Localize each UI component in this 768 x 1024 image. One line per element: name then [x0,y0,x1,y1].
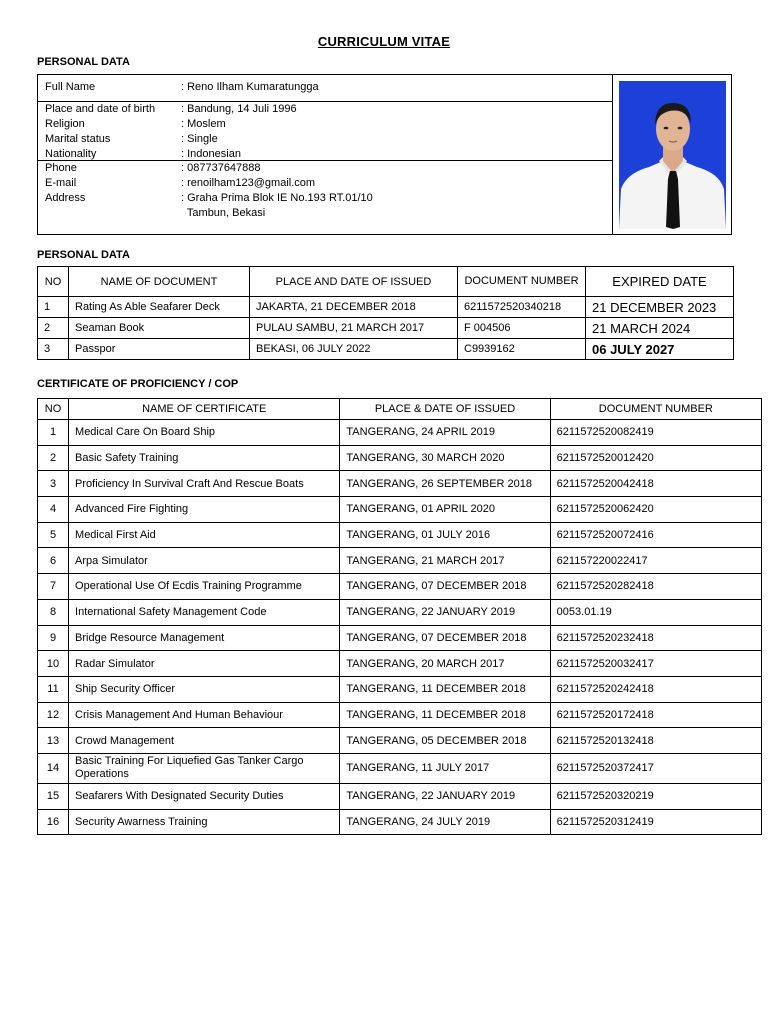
col-place-date: PLACE & DATE OF ISSUED [340,399,550,420]
pd-value: Tambun, Bekasi [181,207,266,219]
cell-certificate: Advanced Fire Fighting [69,497,340,523]
col-expired: EXPIRED DATE [586,267,734,297]
cop-table [37,398,762,835]
pd-label: Place and date of birth [45,103,156,115]
table-row [38,318,734,339]
documents-heading: PERSONAL DATA [37,249,130,261]
col-doc-number: DOCUMENT NUMBER [458,267,586,297]
cell-name: Passpor [69,339,250,360]
cell-place-date: TANGERANG, 01 APRIL 2020 [340,497,550,523]
cell-doc-number: 6211572520072416 [550,522,761,548]
cell-place-date: TANGERANG, 22 JANUARY 2019 [340,599,550,625]
table-row [38,420,762,446]
cell-no: 12 [38,702,69,728]
table-row [38,651,762,677]
pd-value: : Single [181,133,218,145]
cop-heading: CERTIFICATE OF PROFICIENCY / COP [37,378,239,390]
cell-doc-number: F 004506 [458,318,586,339]
table-row [38,574,762,600]
pd-label: Marital status [45,133,111,145]
cell-doc-number: 6211572520172418 [550,702,761,728]
cell-expired: 21 DECEMBER 2023 [586,297,734,318]
pd-value: : Graha Prima Blok IE No.193 RT.01/10 [181,192,373,204]
cell-certificate: Medical First Aid [69,522,340,548]
cell-place-date: TANGERANG, 05 DECEMBER 2018 [340,728,550,754]
pd-value: : Indonesian [181,148,241,160]
cell-certificate: Security Awarness Training [69,809,340,835]
cell-doc-number: C9939162 [458,339,586,360]
cell-no: 1 [38,420,69,446]
cell-certificate: Proficiency In Survival Craft And Rescue Boats [69,471,340,497]
pd-label: Nationality [45,148,97,160]
col-no: NO [38,399,69,420]
cell-certificate: Medical Care On Board Ship [69,420,340,446]
cell-no: 16 [38,809,69,835]
cell-place-date: TANGERANG, 30 MARCH 2020 [340,445,550,471]
table-row [38,809,762,835]
pd-label: E-mail [45,177,77,189]
cell-doc-number: 6211572520232418 [550,625,761,651]
cell-name: Seaman Book [69,318,250,339]
page-title: CURRICULUM VITAE [317,34,451,49]
cell-doc-number: 6211572520282418 [550,574,761,600]
contact-details-group [38,161,612,234]
cell-name: Rating As Able Seafarer Deck [69,297,250,318]
cell-certificate: Arpa Simulator [69,548,340,574]
table-row [38,783,762,809]
cell-place-date: TANGERANG, 11 JULY 2017 [340,753,550,783]
cell-certificate: Bridge Resource Management [69,625,340,651]
cell-doc-number: 0053.01.19 [550,599,761,625]
cell-doc-number: 6211572520242418 [550,676,761,702]
pd-label: Phone [45,162,77,174]
table-row [38,297,734,318]
person-silhouette-icon [619,81,726,229]
cell-no: 7 [38,574,69,600]
table-row [38,676,762,702]
cell-place-date: TANGERANG, 20 MARCH 2017 [340,651,550,677]
pd-label: Address [45,192,86,204]
cell-doc-number: 6211572520012420 [550,445,761,471]
col-name: NAME OF DOCUMENT [69,267,250,297]
cell-no: 10 [38,651,69,677]
full-name-value: : Reno Ilham Kumaratungga [181,81,319,93]
col-doc-number: DOCUMENT NUMBER [550,399,761,420]
table-row [38,445,762,471]
cell-certificate: Ship Security Officer [69,676,340,702]
cell-no: 14 [38,753,69,783]
cell-certificate: Basic Training For Liquefied Gas Tanker Cargo Operations [69,753,340,783]
cell-doc-number: 6211572520042418 [550,471,761,497]
cell-no: 2 [38,445,69,471]
cell-place-date: TANGERANG, 11 DECEMBER 2018 [340,676,550,702]
cell-certificate: Basic Safety Training [69,445,340,471]
cell-no: 4 [38,497,69,523]
cell-place-date: TANGERANG, 07 DECEMBER 2018 [340,625,550,651]
documents-table [37,266,734,360]
cell-place-date: TANGERANG, 07 DECEMBER 2018 [340,574,550,600]
col-place-date: PLACE AND DATE OF ISSUED [250,267,458,297]
personal-details-group [38,102,612,161]
cell-certificate: International Safety Management Code [69,599,340,625]
cell-no: 11 [38,676,69,702]
cell-no: 6 [38,548,69,574]
cell-no: 5 [38,522,69,548]
cell-no: 1 [38,297,69,318]
cell-no: 15 [38,783,69,809]
cell-doc-number: 6211572520340218 [458,297,586,318]
pd-value: : Bandung, 14 Juli 1996 [181,103,297,115]
col-certificate: NAME OF CERTIFICATE [69,399,340,420]
full-name-label: Full Name [45,81,96,93]
cell-place-date: TANGERANG, 22 JANUARY 2019 [340,783,550,809]
table-row [38,497,762,523]
cell-no: 3 [38,471,69,497]
cell-certificate: Crisis Management And Human Behaviour [69,702,340,728]
cell-place-date: TANGERANG, 21 MARCH 2017 [340,548,550,574]
full-name-row [38,75,612,102]
pd-label: Religion [45,118,85,130]
cell-no: 3 [38,339,69,360]
table-header-row [38,267,734,297]
cell-no: 9 [38,625,69,651]
cell-doc-number: 6211572520132418 [550,728,761,754]
table-row [38,548,762,574]
table-row [38,625,762,651]
cell-place-date: TANGERANG, 01 JULY 2016 [340,522,550,548]
cell-no: 8 [38,599,69,625]
cell-certificate: Operational Use Of Ecdis Training Programme [69,574,340,600]
cell-expired: 06 JULY 2027 [586,339,734,360]
cell-no: 2 [38,318,69,339]
cell-place-date: TANGERANG, 24 APRIL 2019 [340,420,550,446]
cell-place-date: TANGERANG, 24 JULY 2019 [340,809,550,835]
cell-place-date: PULAU SAMBU, 21 MARCH 2017 [250,318,458,339]
cell-certificate: Seafarers With Designated Security Duties [69,783,340,809]
pd-value: : 087737647888 [181,162,261,174]
table-row [38,339,734,360]
cell-place-date: BEKASI, 06 JULY 2022 [250,339,458,360]
personal-data-fields [38,75,613,234]
col-no: NO [38,267,69,297]
pd-value: : renoilham123@gmail.com [181,177,316,189]
table-row [38,702,762,728]
cell-doc-number: 6211572520082419 [550,420,761,446]
cell-doc-number: 6211572520062420 [550,497,761,523]
table-row [38,728,762,754]
personal-data-box [37,74,732,235]
cell-place-date: TANGERANG, 26 SEPTEMBER 2018 [340,471,550,497]
table-row [38,753,762,783]
table-row [38,522,762,548]
personal-data-heading: PERSONAL DATA [37,56,130,68]
cell-doc-number: 6211572520320219 [550,783,761,809]
cell-certificate: Crowd Management [69,728,340,754]
cell-expired: 21 MARCH 2024 [586,318,734,339]
cell-doc-number: 621157220022417 [550,548,761,574]
cell-doc-number: 6211572520032417 [550,651,761,677]
table-row [38,599,762,625]
table-header-row [38,399,762,420]
cell-place-date: TANGERANG, 11 DECEMBER 2018 [340,702,550,728]
cell-doc-number: 6211572520312419 [550,809,761,835]
cell-place-date: JAKARTA, 21 DECEMBER 2018 [250,297,458,318]
cell-certificate: Radar Simulator [69,651,340,677]
cell-no: 13 [38,728,69,754]
table-row [38,471,762,497]
pd-value: : Moslem [181,118,226,130]
profile-photo [619,81,726,229]
cell-doc-number: 6211572520372417 [550,753,761,783]
